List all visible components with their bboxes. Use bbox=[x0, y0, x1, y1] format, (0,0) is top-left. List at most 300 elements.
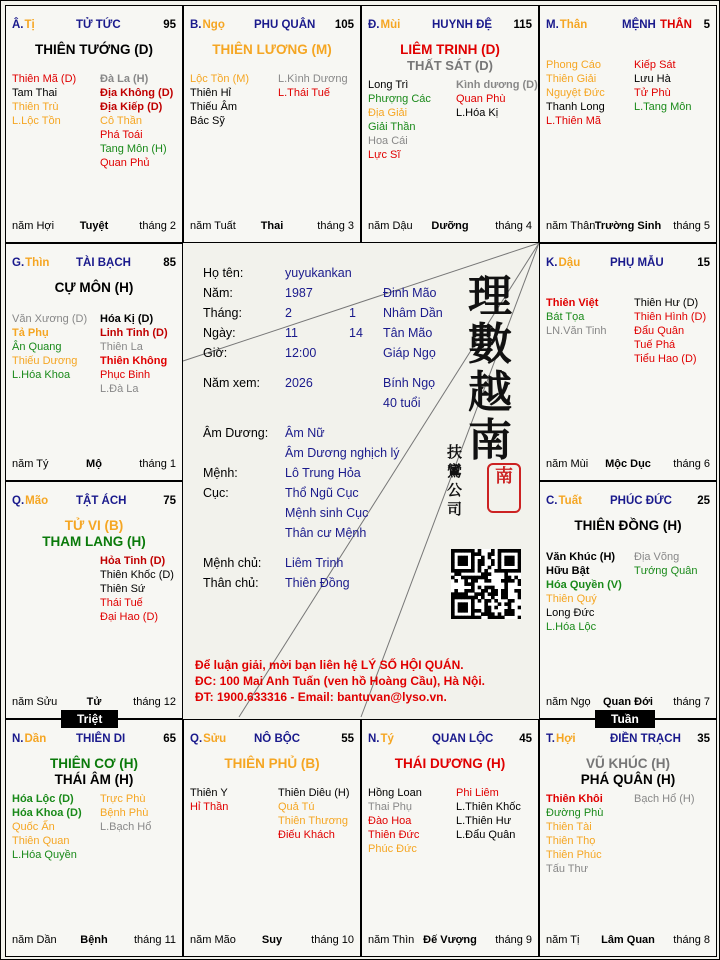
palace-footer bbox=[12, 458, 176, 472]
month-label: tháng 1 bbox=[139, 458, 176, 470]
earthly-branch: Tý bbox=[380, 733, 394, 745]
year-label: năm Tị bbox=[546, 934, 580, 946]
palace-cell-ti[interactable] bbox=[5, 5, 183, 243]
main-star: VŨ KHÚC (H) bbox=[586, 756, 670, 771]
palace-header bbox=[12, 19, 176, 35]
star-item: Thiên Hỉ bbox=[190, 87, 231, 99]
star-item: Bát Tọa bbox=[546, 311, 585, 323]
earthly-branch: Sửu bbox=[203, 733, 227, 745]
stars-column-right bbox=[634, 58, 691, 114]
year-label: năm Mão bbox=[190, 934, 236, 946]
star-item: Tử Phù bbox=[634, 87, 671, 99]
stars-column-right bbox=[278, 786, 350, 842]
star-item: Bạch Hổ (H) bbox=[634, 793, 695, 805]
contact-line3: ĐT: 1900.633316 - Email: bantuvan@lyso.vn. bbox=[195, 690, 447, 704]
earthly-branch: Mão bbox=[25, 495, 49, 507]
star-item: Phục Binh bbox=[100, 369, 151, 381]
main-stars bbox=[362, 42, 538, 74]
company-calligraphy: 扶 鸞 公 司 bbox=[447, 443, 463, 518]
info-month-b: 1 bbox=[349, 306, 356, 320]
star-item: Kiếp Sát bbox=[634, 59, 676, 71]
year-label: năm Sửu bbox=[12, 696, 58, 708]
heavenly-stem: N. bbox=[12, 733, 24, 745]
star-item: L.Đà La bbox=[100, 383, 139, 395]
stars-column-right bbox=[100, 792, 151, 834]
month-label: tháng 3 bbox=[317, 220, 354, 232]
star-item: Đào Hoa bbox=[368, 815, 412, 827]
heavenly-stem: T. bbox=[546, 733, 555, 745]
info-name: yuyukankan bbox=[285, 266, 352, 280]
center-info-panel bbox=[183, 243, 539, 717]
star-item: L.Lộc Tồn bbox=[12, 115, 61, 127]
star-item: L.Hóa Khoa bbox=[12, 369, 71, 381]
heavenly-stem: Q. bbox=[12, 495, 25, 507]
star-item: Thiên La bbox=[100, 341, 143, 353]
star-item: Hóa Lộc (D) bbox=[12, 793, 74, 805]
star-item: Lộc Tồn (M) bbox=[190, 73, 250, 85]
info-month-label: Tháng: bbox=[203, 306, 242, 320]
info-day-label: Ngày: bbox=[203, 326, 236, 340]
star-item: Thiên Thọ bbox=[546, 835, 596, 847]
info-hour-label: Giờ: bbox=[203, 346, 228, 360]
palace-number: 115 bbox=[513, 19, 532, 31]
main-stars bbox=[6, 280, 182, 296]
star-item: Hoa Cái bbox=[368, 135, 408, 147]
star-item: Thiên Y bbox=[190, 787, 228, 799]
palace-header bbox=[546, 495, 710, 511]
star-item: Thiên Tài bbox=[546, 821, 592, 833]
heavenly-stem: Q. bbox=[190, 733, 203, 745]
main-star: LIÊM TRINH (D) bbox=[400, 42, 500, 57]
star-item: L.Thiên Mã bbox=[546, 115, 602, 127]
palace-name: TỬ TỨC bbox=[76, 19, 121, 31]
heavenly-stem: B. bbox=[190, 19, 202, 31]
stars-column-right bbox=[634, 792, 695, 806]
star-item: L.Hóa Lộc bbox=[546, 621, 597, 633]
life-phase: Mộ bbox=[86, 458, 102, 470]
earthly-branch: Dậu bbox=[558, 257, 581, 269]
stars-column-left bbox=[546, 550, 622, 634]
star-item: Thái Tuế bbox=[100, 597, 143, 609]
heavenly-stem: N. bbox=[368, 733, 380, 745]
tuan-tag: Tuần bbox=[595, 710, 655, 728]
earthly-branch: Tuất bbox=[558, 495, 582, 507]
month-label: tháng 10 bbox=[311, 934, 354, 946]
palace-name: TÀI BẠCH bbox=[76, 257, 131, 269]
year-label: năm Dậu bbox=[368, 220, 413, 232]
star-item: Đà La (H) bbox=[100, 73, 149, 85]
main-star: THIÊN LƯƠNG (M) bbox=[212, 42, 332, 57]
star-item: Tam Thai bbox=[12, 87, 58, 99]
month-label: tháng 6 bbox=[673, 458, 710, 470]
star-item: Bệnh Phù bbox=[100, 807, 149, 819]
qr-code[interactable] bbox=[451, 549, 521, 619]
than-tag: THÂN bbox=[660, 19, 692, 31]
earthly-branch: Hợi bbox=[555, 733, 576, 745]
star-item: Văn Xương (D) bbox=[12, 313, 88, 325]
info-menh: Lô Trung Hỏa bbox=[285, 466, 361, 480]
contact-line1: Để luận giải, mời bạn liên hệ LÝ SỐ HỘI QUÁN. bbox=[195, 658, 464, 672]
star-item: L.Kình Dương bbox=[278, 73, 348, 85]
main-stars bbox=[362, 756, 538, 772]
star-item: Trực Phù bbox=[100, 793, 146, 805]
star-item: Thiên Đức bbox=[368, 829, 420, 841]
month-label: tháng 4 bbox=[495, 220, 532, 232]
star-item: Phong Cáo bbox=[546, 59, 602, 71]
heavenly-stem: Đ. bbox=[368, 19, 380, 31]
star-item: Long Trì bbox=[368, 79, 409, 91]
earthly-branch: Dần bbox=[24, 733, 47, 745]
palace-footer bbox=[12, 934, 176, 948]
palace-number: 85 bbox=[163, 257, 176, 269]
life-phase: Thai bbox=[260, 220, 284, 232]
palace-position bbox=[12, 733, 46, 745]
star-item: Kình dương (D) bbox=[456, 79, 538, 91]
star-item: Thanh Long bbox=[546, 101, 605, 113]
palace-cell-hoi[interactable] bbox=[539, 719, 717, 957]
palace-header bbox=[190, 733, 354, 749]
info-amduong: Âm Nữ bbox=[285, 426, 325, 440]
info-amduong-label: Âm Dương: bbox=[203, 426, 269, 440]
star-item: Lực Sĩ bbox=[368, 149, 401, 161]
year-label: năm Dần bbox=[12, 934, 57, 946]
star-item: Hỉ Thần bbox=[190, 801, 229, 813]
stars-column-left bbox=[368, 786, 422, 856]
life-phase: Lâm Quan bbox=[601, 934, 655, 946]
main-stars bbox=[6, 42, 182, 58]
month-label: tháng 8 bbox=[673, 934, 710, 946]
heavenly-stem: Â. bbox=[12, 19, 24, 31]
heavenly-stem: M. bbox=[546, 19, 559, 31]
info-hour-can: Giáp Ngọ bbox=[383, 346, 436, 360]
star-item: Thai Phụ bbox=[368, 801, 413, 813]
star-item: Thiên Hư (D) bbox=[634, 297, 699, 309]
palace-header bbox=[546, 257, 710, 273]
year-label: năm Tuất bbox=[190, 220, 236, 232]
main-stars bbox=[6, 756, 182, 788]
month-label: tháng 5 bbox=[673, 220, 710, 232]
palace-number: 55 bbox=[341, 733, 354, 745]
star-item: Thiên Không bbox=[100, 355, 168, 367]
month-label: tháng 11 bbox=[133, 934, 176, 946]
earthly-branch: Mùi bbox=[380, 19, 401, 31]
info-day-a: 11 bbox=[285, 326, 298, 340]
star-item: Thiếu Âm bbox=[190, 101, 238, 113]
info-name-label: Họ tên: bbox=[203, 266, 244, 280]
stars-column-left bbox=[12, 72, 76, 128]
stars-column-left bbox=[546, 296, 607, 338]
palace-position bbox=[12, 495, 48, 507]
info-cuc: Thổ Ngũ Cục bbox=[285, 486, 359, 500]
star-item: Hỏa Tinh (D) bbox=[100, 555, 166, 567]
info-month-can: Nhâm Dần bbox=[383, 306, 443, 320]
palace-name: MỆNH bbox=[622, 19, 656, 31]
contact-line2: ĐC: 100 Mai Anh Tuấn (ven hồ Hoàng Cầu), Hà Nội. bbox=[195, 674, 486, 688]
stars-column-right bbox=[634, 296, 706, 366]
star-item: Văn Khúc (H) bbox=[546, 551, 616, 563]
stars-column-left bbox=[368, 78, 431, 162]
palace-footer bbox=[12, 220, 176, 234]
stars-column-left bbox=[190, 72, 249, 128]
stars-column-right bbox=[278, 72, 348, 100]
palace-footer bbox=[546, 696, 710, 710]
info-day-b: 14 bbox=[349, 326, 363, 340]
star-item: Phi Liêm bbox=[456, 787, 499, 799]
palace-cell-dan[interactable] bbox=[5, 719, 183, 957]
main-star: CỰ MÔN (H) bbox=[54, 280, 134, 295]
main-star: THIÊN ĐỒNG (H) bbox=[574, 518, 682, 533]
life-phase: Bệnh bbox=[80, 934, 108, 946]
stars-column-right bbox=[100, 554, 174, 624]
info-amduong2: Âm Dương nghịch lý bbox=[285, 446, 400, 460]
palace-position bbox=[12, 257, 49, 269]
life-phase: Quan Đới bbox=[603, 696, 653, 708]
earthly-branch: Ngọ bbox=[202, 19, 225, 31]
palace-header bbox=[12, 733, 176, 749]
star-item: Long Đức bbox=[546, 607, 595, 619]
star-item: Thiên Quan bbox=[12, 835, 70, 847]
info-thanchu-label: Thân chủ: bbox=[203, 576, 259, 590]
palace-cell-tuat[interactable] bbox=[539, 481, 717, 719]
palace-footer bbox=[368, 220, 532, 234]
palace-position bbox=[546, 733, 576, 745]
main-stars bbox=[6, 518, 182, 550]
month-label: tháng 2 bbox=[139, 220, 176, 232]
star-item: Tướng Quân bbox=[634, 565, 698, 577]
star-item: Thiên Quý bbox=[546, 593, 597, 605]
palace-header bbox=[368, 733, 532, 749]
star-item: Cô Thần bbox=[100, 115, 142, 127]
main-stars bbox=[540, 518, 716, 534]
star-item: Thiên Giải bbox=[546, 73, 597, 85]
palace-position bbox=[190, 733, 226, 745]
main-star: THAM LANG (H) bbox=[42, 534, 146, 549]
main-star: THÁI DƯƠNG (H) bbox=[394, 756, 506, 771]
star-item: Quan Phủ bbox=[100, 157, 150, 169]
year-label: năm Tý bbox=[12, 458, 49, 470]
palace-position bbox=[546, 495, 582, 507]
stars-column-right bbox=[100, 72, 173, 170]
star-item: Quả Tú bbox=[278, 801, 315, 813]
palace-footer bbox=[190, 934, 354, 948]
palace-header bbox=[12, 495, 176, 511]
palace-cell-mao[interactable] bbox=[5, 481, 183, 719]
contact-info bbox=[195, 657, 485, 705]
info-menhchu-label: Mệnh chủ: bbox=[203, 556, 262, 570]
palace-cell-ngo[interactable] bbox=[183, 5, 361, 243]
star-item: Đại Hao (D) bbox=[100, 611, 159, 623]
heavenly-stem: G. bbox=[12, 257, 25, 269]
palace-number: 35 bbox=[697, 733, 710, 745]
star-item: L.Thiên Hư bbox=[456, 815, 512, 827]
star-item: Địa Giải bbox=[368, 107, 408, 119]
palace-cell-mui[interactable] bbox=[361, 5, 539, 243]
life-phase: Dưỡng bbox=[431, 220, 469, 232]
info-cuc2: Mệnh sinh Cục bbox=[285, 506, 369, 520]
palace-number: 95 bbox=[163, 19, 176, 31]
life-phase: Trường Sinh bbox=[594, 220, 662, 232]
star-item: Tiểu Hao (D) bbox=[634, 353, 697, 365]
stars-column-right bbox=[456, 786, 521, 842]
star-item: Thiên Hình (D) bbox=[634, 311, 707, 323]
palace-name: HUYNH ĐỆ bbox=[432, 19, 493, 31]
star-item: L.Thái Tuế bbox=[278, 87, 330, 99]
palace-name: THIÊN DI bbox=[76, 733, 126, 745]
calligraphy-logo: 理 數 越 南 bbox=[468, 271, 512, 466]
star-item: Thiên Phúc bbox=[546, 849, 602, 861]
info-thanchu: Thiên Đồng bbox=[285, 576, 350, 590]
star-item: Thiên Diêu (H) bbox=[278, 787, 350, 799]
heavenly-stem: K. bbox=[546, 257, 558, 269]
star-item: Hữu Bật bbox=[546, 565, 590, 577]
earthly-branch: Thân bbox=[559, 19, 588, 31]
star-item: Hồng Loan bbox=[368, 787, 422, 799]
palace-cell-suu[interactable] bbox=[183, 719, 361, 957]
star-item: Hóa Quyền (V) bbox=[546, 579, 622, 591]
star-item: Phá Toái bbox=[100, 129, 143, 141]
palace-position bbox=[12, 19, 35, 31]
palace-position bbox=[368, 19, 400, 31]
palace-name: PHÚC ĐỨC bbox=[610, 495, 672, 507]
star-item: Lưu Hà bbox=[634, 73, 671, 85]
stars-column-left bbox=[12, 312, 87, 382]
star-item: Giải Thần bbox=[368, 121, 416, 133]
stars-column-left bbox=[12, 792, 82, 862]
star-item: Tả Phụ bbox=[12, 327, 49, 339]
star-item: Nguyệt Đức bbox=[546, 87, 605, 99]
palace-header bbox=[546, 733, 710, 749]
palace-position bbox=[190, 19, 225, 31]
red-seal: 南 bbox=[487, 463, 521, 513]
month-label: tháng 9 bbox=[495, 934, 532, 946]
palace-number: 15 bbox=[697, 257, 710, 269]
stars-column-right bbox=[100, 312, 168, 396]
main-stars bbox=[540, 756, 716, 788]
year-label: năm Ngọ bbox=[546, 696, 591, 708]
star-item: Đẩu Quân bbox=[634, 325, 685, 337]
stars-column-right bbox=[634, 550, 698, 578]
star-item: Thiên Sứ bbox=[100, 583, 146, 595]
palace-footer bbox=[368, 934, 532, 948]
palace-cell-thin[interactable] bbox=[5, 243, 183, 481]
main-star: PHÁ QUÂN (H) bbox=[580, 772, 676, 787]
year-label: năm Thìn bbox=[368, 934, 415, 946]
stars-column-left bbox=[546, 792, 603, 876]
star-item: L.Đẩu Quân bbox=[456, 829, 516, 841]
star-item: Địa Không (D) bbox=[100, 87, 174, 99]
star-item: L.Bạch Hổ bbox=[100, 821, 152, 833]
star-item: Hóa Khoa (D) bbox=[12, 807, 82, 819]
main-stars bbox=[184, 756, 360, 772]
palace-cell-dau[interactable] bbox=[539, 243, 717, 481]
info-age: 40 tuổi bbox=[383, 396, 421, 410]
star-item: L.Thiên Khốc bbox=[456, 801, 521, 813]
star-item: Địa Võng bbox=[634, 551, 680, 563]
star-item: Địa Kiếp (D) bbox=[100, 101, 163, 113]
star-item: Phượng Các bbox=[368, 93, 431, 105]
palace-number: 105 bbox=[334, 19, 354, 31]
info-view-can: Bính Ngọ bbox=[383, 376, 436, 390]
info-year: 1987 bbox=[285, 286, 313, 300]
palace-footer bbox=[190, 220, 354, 234]
earthly-branch: Thìn bbox=[25, 257, 50, 269]
life-phase: Suy bbox=[261, 934, 283, 946]
month-label: tháng 12 bbox=[133, 696, 176, 708]
main-star: THIÊN CƠ (H) bbox=[49, 756, 138, 771]
heavenly-stem: C. bbox=[546, 495, 558, 507]
star-item: Ân Quang bbox=[12, 341, 62, 353]
palace-position bbox=[546, 257, 580, 269]
star-item: Điếu Khách bbox=[278, 829, 335, 841]
palace-name: PHU QUÂN bbox=[254, 19, 316, 31]
main-star: THÁI ÂM (H) bbox=[54, 772, 134, 787]
palace-position bbox=[368, 733, 394, 745]
palace-number: 45 bbox=[519, 733, 532, 745]
palace-cell-ty[interactable] bbox=[361, 719, 539, 957]
info-menhchu: Liêm Trinh bbox=[285, 556, 344, 570]
info-year-label: Năm: bbox=[203, 286, 233, 300]
life-phase: Đế Vượng bbox=[423, 934, 477, 946]
star-item: Tuế Phá bbox=[634, 339, 676, 351]
star-item: Linh Tinh (D) bbox=[100, 327, 168, 339]
palace-footer bbox=[546, 220, 710, 234]
stars-column-right bbox=[456, 78, 538, 120]
palace-name: QUAN LỘC bbox=[432, 733, 494, 745]
info-hour: 12:00 bbox=[285, 346, 317, 360]
star-item: Bác Sỹ bbox=[190, 115, 225, 127]
palace-name: PHỤ MẪU bbox=[610, 257, 664, 269]
star-item: L.Hóa Quyền bbox=[12, 849, 77, 861]
month-label: tháng 7 bbox=[673, 696, 710, 708]
star-item: Thiên Thương bbox=[278, 815, 349, 827]
star-item: LN.Văn Tinh bbox=[546, 325, 607, 337]
info-cuc3: Thân cư Mệnh bbox=[285, 526, 367, 540]
palace-number: 75 bbox=[163, 495, 176, 507]
year-label: năm Mùi bbox=[546, 458, 589, 470]
info-cuc-label: Cục: bbox=[203, 486, 229, 500]
star-item: Tang Môn (H) bbox=[100, 143, 167, 155]
star-item: Thiên Trù bbox=[12, 101, 59, 113]
main-star: TỬ VI (B) bbox=[64, 518, 124, 533]
palace-header bbox=[12, 257, 176, 273]
palace-header bbox=[190, 19, 354, 35]
palace-number: 25 bbox=[697, 495, 710, 507]
star-item: L.Hóa Kị bbox=[456, 107, 499, 119]
palace-name: NÔ BỘC bbox=[254, 733, 300, 745]
palace-footer bbox=[546, 934, 710, 948]
star-item: Thiên Việt bbox=[546, 297, 599, 309]
palace-header bbox=[546, 19, 710, 35]
year-label: năm Hợi bbox=[12, 220, 55, 232]
triet-tag: Triệt bbox=[61, 710, 118, 728]
life-phase: Tuyệt bbox=[79, 220, 109, 232]
palace-cell-than[interactable] bbox=[539, 5, 717, 243]
main-star: THIÊN TƯỚNG (D) bbox=[35, 42, 153, 57]
palace-number: 65 bbox=[163, 733, 176, 745]
palace-name: ĐIỀN TRẠCH bbox=[610, 733, 681, 745]
stars-column-left bbox=[546, 58, 605, 128]
info-menh-label: Mệnh: bbox=[203, 466, 238, 480]
info-view-label: Năm xem: bbox=[203, 376, 260, 390]
star-item: Thiên Khôi bbox=[546, 793, 603, 805]
star-item: Thiếu Dương bbox=[12, 355, 78, 367]
star-item: L.Tang Môn bbox=[634, 101, 692, 113]
life-phase: Mộc Dục bbox=[605, 458, 651, 470]
info-year-can: Đinh Mão bbox=[383, 286, 437, 300]
star-item: Tấu Thư bbox=[546, 863, 589, 875]
palace-footer bbox=[546, 458, 710, 472]
year-label: năm Thân bbox=[546, 220, 596, 232]
